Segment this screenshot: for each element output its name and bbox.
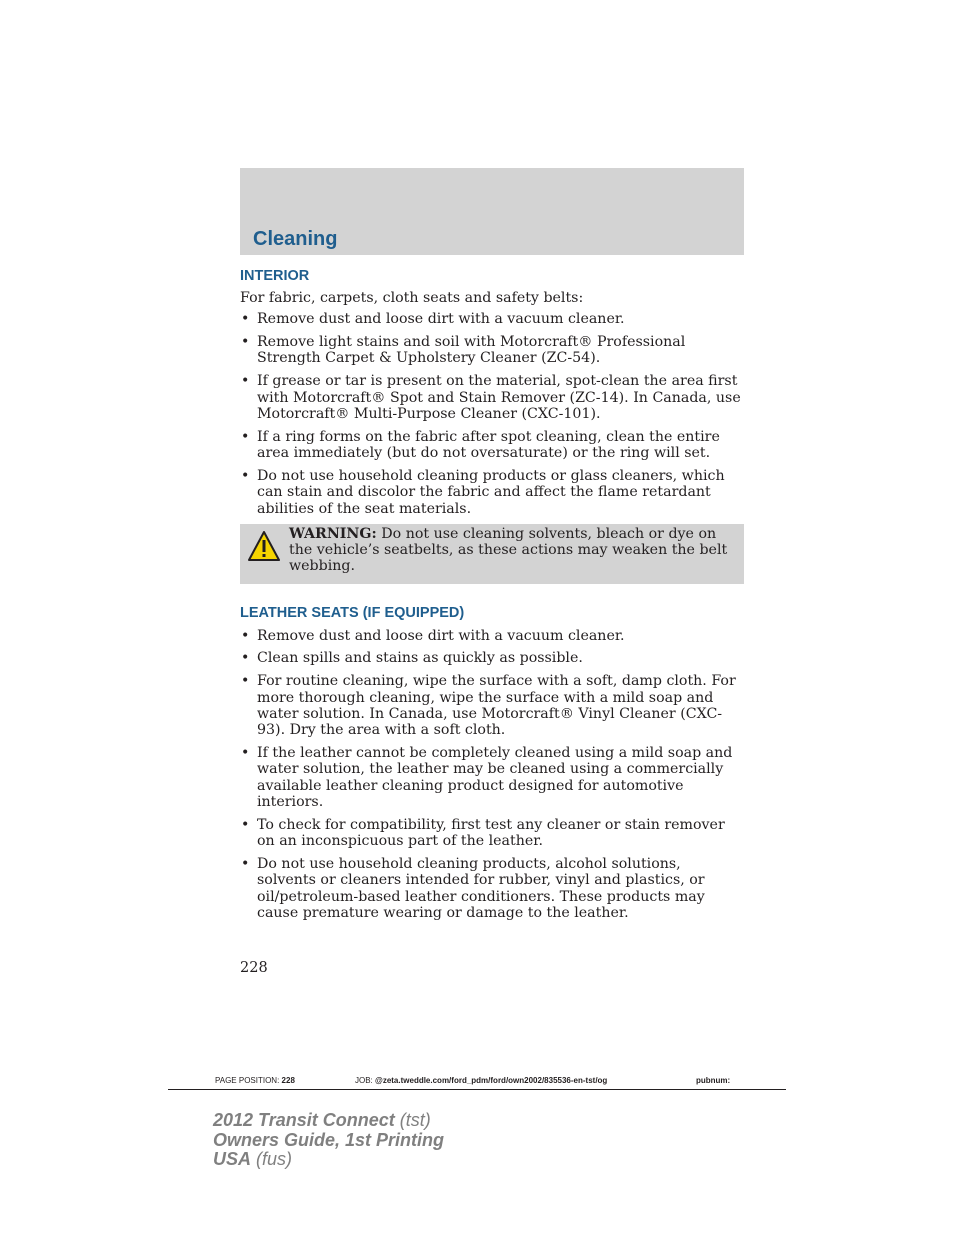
list-item	[240, 856, 744, 921]
list-item-text: Do not use household cleaning products or glass cleaners, which can stain and discolor the fabric and affect the flame retardant abilities of the seat materials.	[257, 468, 725, 517]
list-item	[240, 311, 744, 327]
bullet-glyph: •	[241, 373, 250, 390]
list-item	[240, 373, 744, 422]
footer-divider	[168, 1089, 786, 1090]
list-item-text: Remove light stains and soil with Motorcraft® Professional Strength Carpet & Upholstery Cleaner (ZC-54).	[257, 334, 686, 367]
list-item-text: Clean spills and stains as quickly as possible.	[257, 650, 583, 667]
job-value: @zeta.tweddle.com/ford_pdm/ford/own2002/835536-en-tst/og	[375, 1076, 608, 1085]
printing-info: Owners Guide, 1st Printing	[213, 1129, 445, 1150]
list-item-text: Remove dust and loose dirt with a vacuum cleaner.	[257, 627, 625, 644]
interior-intro: For fabric, carpets, cloth seats and safety belts:	[240, 290, 584, 306]
market-code: (fus)	[256, 1149, 293, 1169]
page-content	[240, 265, 744, 928]
job-label: JOB:	[355, 1076, 373, 1085]
interior-bullet-list	[240, 311, 744, 517]
list-item	[240, 334, 744, 367]
list-item-text: If the leather cannot be completely cleaned using a mild soap and water solution, the leather may be cleaned using a commercially available leather cleaning product designed for automotive interiors.	[257, 745, 733, 810]
page-number: 228	[240, 960, 268, 976]
bullet-glyph: •	[241, 673, 250, 690]
list-item-text: Remove dust and loose dirt with a vacuum cleaner.	[257, 311, 625, 328]
page-position-label: PAGE POSITION:	[215, 1076, 280, 1085]
bullet-glyph: •	[241, 428, 250, 445]
model-name: 2012 Transit Connect	[213, 1110, 395, 1130]
list-item	[240, 650, 744, 666]
bullet-glyph: •	[241, 816, 250, 833]
chapter-header-band	[240, 168, 744, 255]
print-info	[213, 1111, 444, 1170]
bullet-glyph: •	[241, 856, 250, 873]
footer-page-position	[215, 1076, 295, 1085]
list-item-text: If grease or tar is present on the material, spot-clean the area first with Motorcraft® Spot and Stain Remover (ZC-14). In Canada, use Motorcraft® Multi-Purpose Cleaner (CXC-101).	[257, 373, 741, 422]
list-item-text: If a ring forms on the fabric after spot cleaning, clean the entire area immediately (but do not oversaturate) or the ring will set.	[257, 428, 720, 462]
bullet-glyph: •	[241, 745, 250, 762]
model-code: (tst)	[399, 1110, 431, 1130]
bullet-glyph: •	[241, 627, 250, 644]
chapter-title: Cleaning	[253, 228, 338, 250]
market-name: USA	[213, 1149, 252, 1169]
list-item	[240, 468, 744, 517]
footer-pubnum	[696, 1076, 730, 1085]
print-info-line-3	[213, 1150, 444, 1170]
list-item-text: To check for compatibility, first test any cleaner or stain remover on an inconspicuous part of the leather.	[257, 816, 725, 850]
list-item	[240, 817, 744, 850]
list-item	[240, 628, 744, 644]
warning-box	[240, 524, 744, 584]
footer-job	[355, 1076, 607, 1085]
bullet-glyph: •	[241, 334, 250, 351]
list-item	[240, 673, 744, 738]
list-item	[240, 745, 744, 810]
bullet-glyph: •	[241, 311, 250, 328]
list-item-text: Do not use household cleaning products, alcohol solutions, solvents or cleaners intended for rubber, vinyl and plastics, or oil/petroleum-based leather conditioners. These products may cause premature wearing or damage to the leather.	[257, 856, 705, 921]
leather-bullet-list	[240, 628, 744, 922]
list-item-text: For routine cleaning, wipe the surface with a soft, damp cloth. For more thorough cleaning, wipe the surface with a mild soap and water solution. In Canada, use Motorcraft® Vinyl Cleaner (CXC-93). Dry the area with a soft cloth.	[257, 673, 736, 739]
leather-seats-heading: LEATHER SEATS (IF EQUIPPED)	[240, 604, 465, 621]
warning-label: WARNING:	[289, 525, 377, 542]
print-info-line-1	[213, 1111, 444, 1131]
bullet-glyph: •	[241, 468, 250, 485]
print-info-line-2	[213, 1131, 444, 1151]
bullet-glyph: •	[241, 650, 250, 667]
list-item	[240, 429, 744, 462]
pubnum-label: pubnum:	[696, 1076, 731, 1085]
interior-heading: INTERIOR	[240, 268, 310, 284]
warning-triangle-icon	[247, 530, 281, 564]
page-position-value: 228	[281, 1076, 295, 1085]
warning-text: Do not use cleaning solvents, bleach or dye on the vehicle’s seatbelts, as these actions may weaken the belt webbing.	[289, 525, 728, 575]
